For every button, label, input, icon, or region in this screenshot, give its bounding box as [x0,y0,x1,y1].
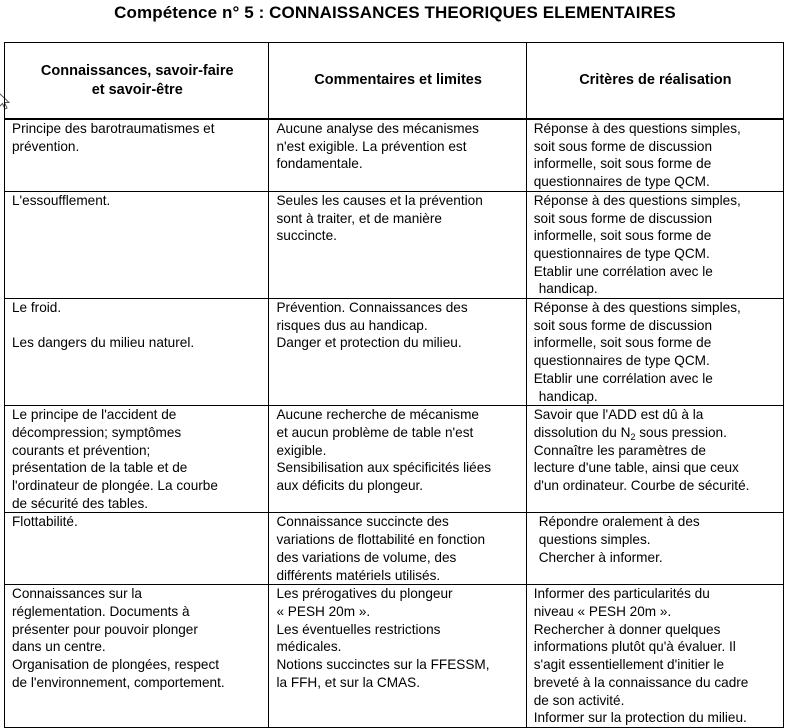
cell-line: Flottabilité. [12,514,78,530]
table-row [5,119,784,191]
cell-line: Informer sur la protection du milieu. [533,710,747,726]
competence-table [4,42,784,728]
cell-line: questionnaires de type QCM. [533,353,710,369]
cell-line: Organisation de plongées, respect [12,657,220,673]
cell-line: d'un ordinateur. Courbe de sécurité. [533,478,750,494]
subscript: 2 [630,431,636,442]
cell-criteres [526,513,783,585]
cell-line: Connaissance succincte des [276,514,449,530]
header-commentaires: Commentaires et limites [269,43,526,120]
cell-line: succincte. [276,228,337,244]
cell-line: Danger et protection du milieu. [276,335,462,351]
cell-line: aux déficits du plongeur. [276,478,424,494]
cell-commentaires [269,191,526,298]
cell-line: questions simples. [538,532,651,548]
cell-line: Informer des particularités du [533,586,710,602]
cell-line: exigible. [276,442,327,458]
cell-line: questionnaires de type QCM. [533,174,710,190]
cell-line: « PESH 20m ». [276,603,371,619]
cell-line: niveau « PESH 20m ». [533,603,672,619]
cell-line: handicap. [538,388,598,404]
cell-connaissances [5,406,269,513]
cell-line: prévention. [12,138,80,154]
cell-line: Aucune recherche de mécanisme [276,407,479,423]
table-header-row [5,43,784,120]
cell-criteres [526,191,783,298]
cell-line: sont à traiter, et de manière [276,210,442,226]
cell-connaissances [5,191,269,298]
cell-line: informelle, soit sous forme de [533,228,712,244]
cell-line: Le froid. [12,300,62,316]
cell-connaissances [5,119,269,191]
cell-line: informelle, soit sous forme de [533,156,712,172]
cell-connaissances [5,585,269,728]
cell-line: réglementation. Documents à [12,603,190,619]
header-connaissances [5,43,269,120]
cell-line: Les prérogatives du plongeur [276,586,453,602]
cell-commentaires [269,406,526,513]
cell-line: Rechercher à donner quelques [533,621,721,637]
cell-line: soit sous forme de discussion [533,317,713,333]
text-run: dissolution du N [533,424,631,440]
cell-line: de sécurité des tables. [12,495,149,511]
cell-commentaires [269,299,526,406]
table-row [5,513,784,585]
cell-line: de son activité. [533,692,625,708]
cell-line: Réponse à des questions simples, [533,300,741,316]
cell-line: des variations de volume, des [276,549,457,565]
cell-line: Seules les causes et la prévention [276,192,483,208]
cell-line: Connaissances sur la [12,586,142,602]
cell-line: présentation de la table et de [12,460,188,476]
text-run: sous pression. [635,424,727,440]
table-row [5,299,784,406]
cell-connaissances [5,513,269,585]
cell-line: n'est exigible. La prévention est [276,138,467,154]
cell-line: différents matériels utilisés. [276,567,441,583]
cell-criteres [526,299,783,406]
header-line: et savoir-être [91,81,183,98]
cell-line: Etablir une corrélation avec le [533,263,713,279]
cell-line: questionnaires de type QCM. [533,245,710,261]
cell-line: décompression; symptômes [12,424,182,440]
cell-line: soit sous forme de discussion [533,138,713,154]
cell-line [534,424,777,442]
cell-line: risques dus au handicap. [276,317,428,333]
cell-line: Savoir que l'ADD est dû à la [533,407,704,423]
cell-line: Connaître les paramètres de [533,442,706,458]
cell-connaissances [5,299,269,406]
page-title: Compétence n° 5 : CONNAISSANCES THEORIQUES ELEMENTAIRES [114,3,676,22]
cell-line: et aucun problème de table n'est [276,424,474,440]
table-row [5,406,784,513]
cell-line: de l'environnement, comportement. [12,674,225,690]
cell-line: Les dangers du milieu naturel. [12,335,195,351]
cell-line: l'ordinateur de plongée. La courbe [12,478,218,494]
cell-line: handicap. [538,281,598,297]
cell-criteres [526,119,783,191]
header-line: Connaissances, savoir-faire [40,62,234,79]
spacer [12,317,262,335]
cell-line: Sensibilisation aux spécificités liées [276,460,492,476]
cell-line: médicales. [276,639,342,655]
cell-line: Notions succinctes sur la FFESSM, [276,657,490,673]
cell-line: Prévention. Connaissances des [276,300,468,316]
cell-line: Les éventuelles restrictions [276,621,441,637]
cell-line: Réponse à des questions simples, [533,192,741,208]
cell-line: Etablir une corrélation avec le [533,370,713,386]
table-row [5,191,784,298]
cell-line: Aucune analyse des mécanismes [276,121,479,136]
cell-line: s'agit essentiellement d'initier le [533,657,725,673]
cell-commentaires [269,119,526,191]
cell-line: présenter pour pouvoir plonger [12,621,198,637]
cell-line: Réponse à des questions simples, [533,121,741,136]
cell-line: lecture d'une table, ainsi que ceux [533,460,739,476]
cell-line: breveté à la connaissance du cadre [533,674,749,690]
cell-line: informations plutôt qu'à évaluer. Il [533,639,736,655]
cell-line: la FFH, et sur la CMAS. [276,674,420,690]
cell-line: fondamentale. [276,156,363,172]
cell-line: dans un centre. [12,639,106,655]
cell-criteres [526,406,783,513]
cell-line: soit sous forme de discussion [533,210,713,226]
cell-commentaires [269,513,526,585]
cell-line: Le principe de l'accident de [12,407,177,423]
cell-line: courants et prévention; [12,442,151,458]
cell-line: variations de flottabilité en fonction [276,532,486,548]
table-row [5,585,784,728]
cell-criteres [526,585,783,728]
cell-line: Chercher à informer. [538,549,663,565]
cell-line: L'essoufflement. [12,192,111,208]
cell-line: informelle, soit sous forme de [533,335,712,351]
cell-line: Principe des barotraumatismes et [12,121,215,136]
header-criteres: Critères de réalisation [526,43,783,120]
cell-line: Répondre oralement à des [538,514,700,530]
cell-commentaires [269,585,526,728]
